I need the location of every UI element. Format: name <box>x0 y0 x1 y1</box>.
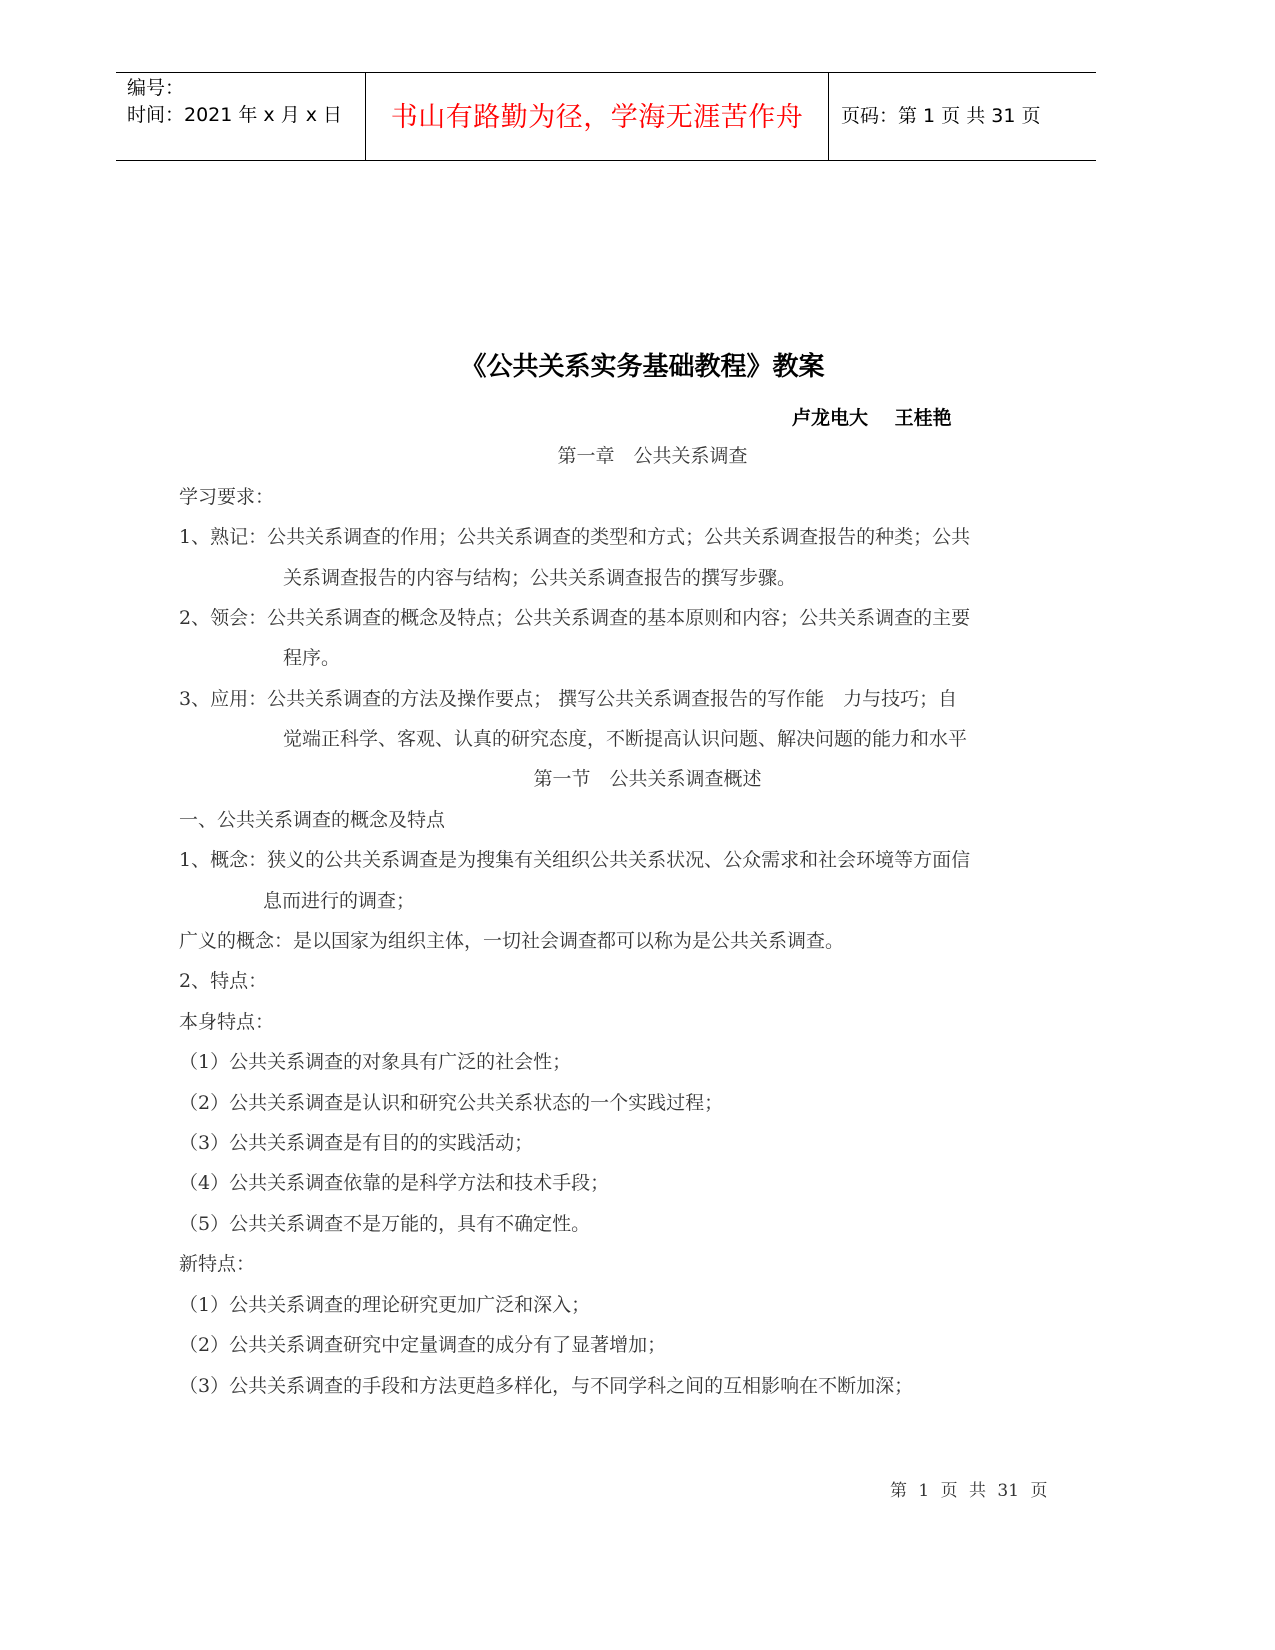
date-label: 时间：2021 年 x 月 x 日 <box>127 104 343 126</box>
serial-number-label: 编号： <box>127 77 185 99</box>
page-header <box>116 72 1096 161</box>
requirements-heading: 学习要求： <box>179 486 275 508</box>
new-feature-item: （1）公共关系调查的理论研究更加广泛和深入； <box>179 1294 591 1316</box>
new-feature-item: （2）公共关系调查研究中定量调查的成分有了显著增加； <box>179 1334 667 1356</box>
header-meta-cell <box>116 73 366 160</box>
document-author: 卢龙电大 王桂艳 <box>792 407 952 429</box>
intrinsic-feature-item: （5）公共关系调查不是万能的，具有不确定性。 <box>179 1213 591 1235</box>
intrinsic-feature-item: （4）公共关系调查依靠的是科学方法和技术手段； <box>179 1172 610 1194</box>
intrinsic-feature-item: （1）公共关系调查的对象具有广泛的社会性； <box>179 1051 572 1073</box>
requirement-2-line1: 2、领会：公共关系调查的概念及特点；公共关系调查的基本原则和内容；公共关系调查的主要 <box>179 607 971 629</box>
header-page-info: 页码：第 1 页 共 31 页 <box>841 105 1041 127</box>
features-heading: 2、特点： <box>179 970 268 992</box>
requirement-2-line2: 程序。 <box>283 647 341 669</box>
new-feature-item: （3）公共关系调查的手段和方法更趋多样化，与不同学科之间的互相影响在不断加深； <box>179 1375 914 1397</box>
page-footer-number: 第 1 页 共 31 页 <box>890 1481 1048 1501</box>
section-heading: 第一节 公共关系调查概述 <box>533 768 762 790</box>
requirement-1-line2: 关系调查报告的内容与结构；公共关系调查报告的撰写步骤。 <box>283 567 797 589</box>
requirement-3-line2: 觉端正科学、客观、认真的研究态度，不断提高认识问题、解决问题的能力和水平 <box>283 728 968 750</box>
concept-line1: 1、概念：狭义的公共关系调查是为搜集有关组织公共关系状况、公众需求和社会环境等方面信 <box>179 849 971 871</box>
requirement-3-line1: 3、应用：公共关系调查的方法及操作要点； 撰写公共关系调查报告的写作能 力与技巧；自 <box>179 688 958 710</box>
header-motto: 书山有路勤为径，学海无涯苦作舟 <box>366 73 829 160</box>
intrinsic-feature-item: （3）公共关系调查是有目的的实践活动； <box>179 1132 534 1154</box>
intrinsic-features-heading: 本身特点： <box>179 1011 275 1033</box>
intrinsic-feature-item: （2）公共关系调查是认识和研究公共关系状态的一个实践过程； <box>179 1092 724 1114</box>
requirement-1-line1: 1、熟记：公共关系调查的作用；公共关系调查的类型和方式；公共关系调查报告的种类；公共 <box>179 526 971 548</box>
broad-concept: 广义的概念：是以国家为组织主体，一切社会调查都可以称为是公共关系调查。 <box>179 930 845 952</box>
chapter-heading: 第一章 公共关系调查 <box>557 445 748 467</box>
document-title: 《公共关系实务基础教程》教案 <box>460 352 825 382</box>
subsection-heading: 一、公共关系调查的概念及特点 <box>179 809 446 831</box>
new-features-heading: 新特点： <box>179 1253 256 1275</box>
concept-line2: 息而进行的调查； <box>263 890 416 912</box>
